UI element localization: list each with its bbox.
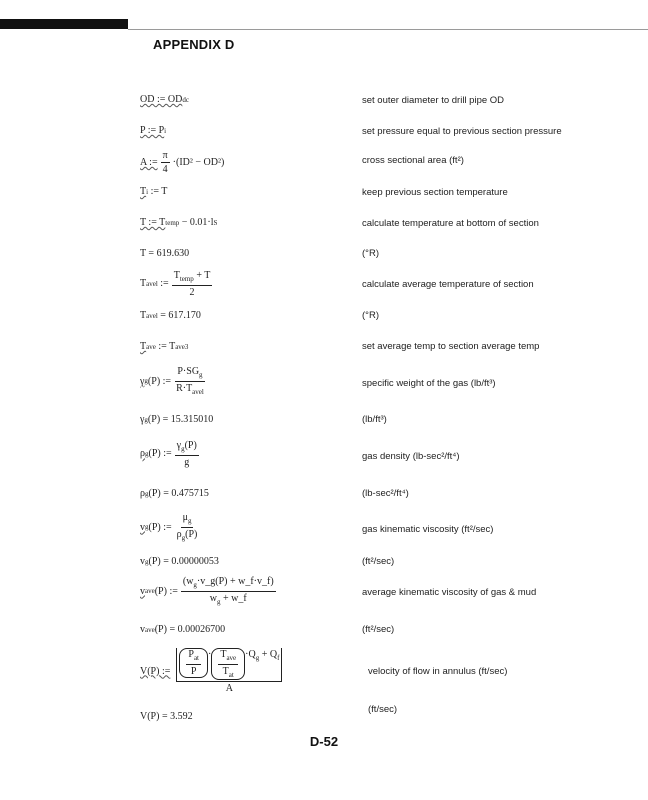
description-gas-density: gas density (lb-sec²/ft⁴) [362,451,460,462]
header-bar [0,19,128,29]
equation-od: OD := OD dc [140,94,189,105]
result-average-viscosity: v ave (P) = 0.00026700 [140,624,226,635]
description-average-temperature: calculate average temperature of section [362,279,534,290]
equation-pressure: P := P i [140,125,167,136]
description-temperature-bottom: calculate temperature at bottom of section [362,218,539,229]
description-specific-weight: specific weight of the gas (lb/ft³) [362,378,496,389]
description-temperature-keep: keep previous section temperature [362,187,508,198]
equation-set-average-temp: T ave := T ave3 [140,341,189,352]
unit-annulus-velocity: (ft/sec) [368,704,398,715]
equation-annulus-velocity: V(P) := $\frac{P_{at}}{P}$ · $\frac{T_{ave}}{T_{at}}$ $\cdot Q_g + Q_f$ A [140,648,285,694]
unit-specific-weight: (lb/ft³) [362,414,387,425]
description-od: set outer diameter to drill pipe OD [362,95,505,106]
description-area: cross sectional area (ft²) [362,155,464,166]
description-annulus-velocity: velocity of flow in annulus (ft/sec) [368,666,508,677]
description-average-viscosity: average kinematic viscosity of gas & mud [362,587,537,598]
description-kinematic-viscosity: gas kinematic viscosity (ft²/sec) [362,524,494,535]
description-set-average-temp: set average temp to section average temp [362,341,540,352]
equation-gas-density: ρ g (P) := $\frac{\gamma_g(P)}{g}$ [140,440,197,468]
appendix-title: APPENDIX D [153,37,235,52]
unit-temperature: (°R) [362,248,379,259]
equation-average-viscosity: v ave (P) := $\frac{(w_g\cdot v\_g(P) + w\_f\cdot v\_f)}{w_g + w\_f}$ [140,576,274,606]
page-number: D-52 [309,734,339,749]
header-rule [128,29,648,30]
equation-kinematic-viscosity: v g (P) := $\frac{\mu_g}{\rho_g(P)}$ [140,512,198,542]
result-gas-density: ρ g (P) = 0.475715 [140,488,209,499]
equation-temperature-keep: T i := T [140,186,168,197]
description-pressure: set pressure equal to previous section pressure [362,126,562,137]
unit-average-viscosity: (ft²/sec) [362,624,395,635]
result-specific-weight: γ g (P) = 15.315010 [140,414,214,425]
equation-area: A := $\frac{\pi}{4}$ ·(ID² − OD²) [140,150,225,175]
unit-average-temperature: (°R) [362,310,379,321]
unit-kinematic-viscosity: (ft²/sec) [362,556,395,567]
result-kinematic-viscosity: v g (P) = 0.00000053 [140,556,219,567]
result-annulus-velocity: V(P) = 3.592 [140,711,193,722]
equation-specific-weight: γ g (P) := $\frac{P\cdot SG_g}{R\cdot T_{avel}}$ [140,366,204,396]
equation-average-temperature: T avel := $\frac{T_{temp} + T}{2}$ [140,270,211,298]
result-average-temperature: T avel = 617.170 [140,310,201,321]
result-temperature: T = 619.630 [140,248,190,259]
unit-gas-density: (lb-sec²/ft⁴) [362,488,409,499]
equation-temperature-bottom: T := T temp − 0.01·l S [140,217,218,228]
